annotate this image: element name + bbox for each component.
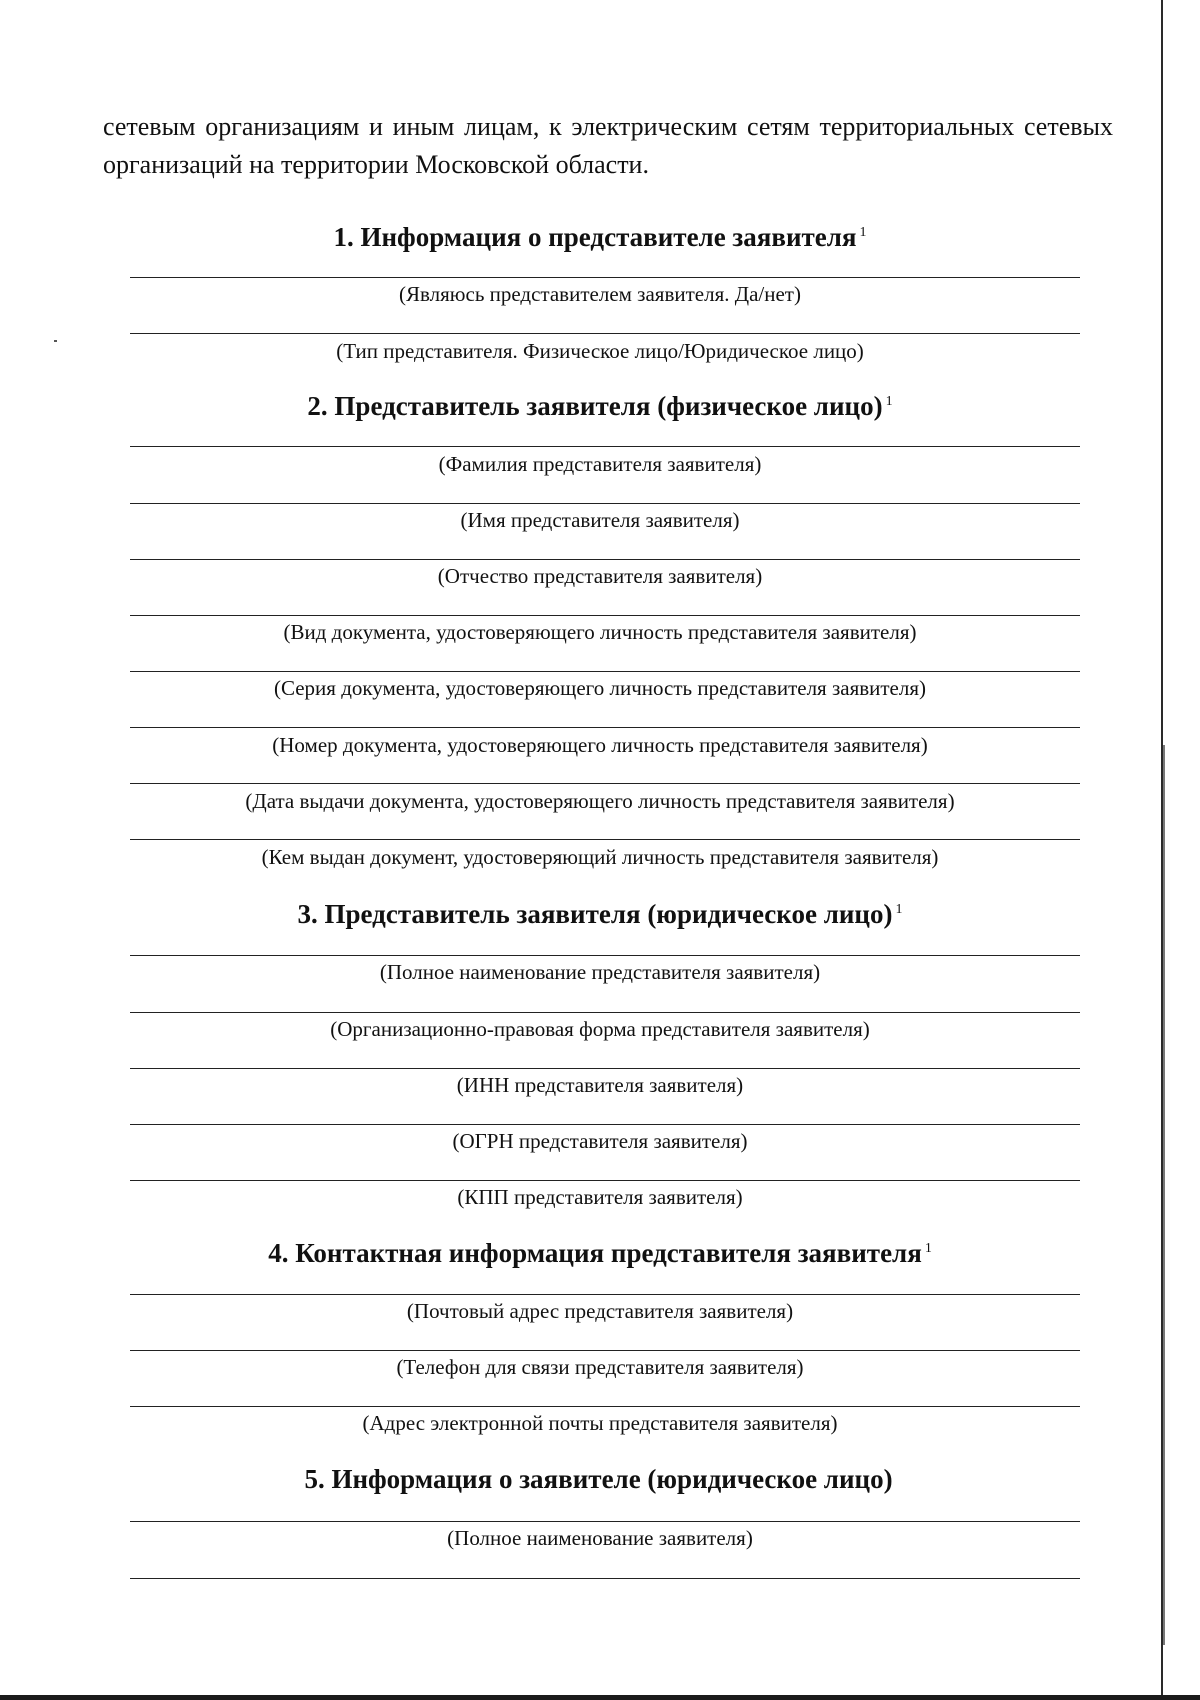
field-line	[130, 1012, 1080, 1013]
field-label-surname: (Фамилия представителя заявителя)	[438, 452, 762, 476]
field-line	[130, 1406, 1080, 1407]
field-label-inn: (ИНН представителя заявителя)	[456, 1073, 744, 1097]
section-1-title	[80, 221, 1120, 253]
field-line	[130, 446, 1080, 447]
scan-speck	[54, 340, 57, 342]
field-line	[130, 727, 1080, 728]
field-label-id-doc-issue-date: (Дата выдачи документа, удостоверяющего личность представителя заявителя)	[245, 789, 955, 813]
section-4-footnote-mark: 1	[924, 1241, 932, 1256]
field-line	[130, 671, 1080, 672]
intro-paragraph: сетевым организациям и иным лицам, к электрическим сетям территориальных сетевых организаций на территории Московской области.	[103, 112, 1113, 179]
field-label-email: (Адрес электронной почты представителя заявителя)	[362, 1411, 838, 1435]
field-label-postal-address: (Почтовый адрес представителя заявителя)	[406, 1299, 794, 1323]
field-line	[130, 1180, 1080, 1181]
field-label-phone: (Телефон для связи представителя заявителя)	[396, 1355, 804, 1379]
field-label-id-doc-issuer: (Кем выдан документ, удостоверяющий личность представителя заявителя)	[261, 845, 939, 869]
field-line	[130, 1294, 1080, 1295]
field-line	[130, 1124, 1080, 1125]
field-line	[130, 955, 1080, 956]
field-label-applicant-full-name: (Полное наименование заявителя)	[447, 1526, 753, 1550]
field-label-first-name: (Имя представителя заявителя)	[460, 508, 740, 532]
field-label-id-doc-type: (Вид документа, удостоверяющего личность представителя заявителя)	[283, 620, 917, 644]
field-line	[130, 277, 1080, 278]
field-line	[130, 1521, 1080, 1522]
field-line	[130, 333, 1080, 334]
field-line	[130, 503, 1080, 504]
scan-edge-right-shadow	[1163, 745, 1165, 1645]
section-4-title	[80, 1237, 1120, 1269]
section-5-title-text: 5. Информация о заявителе (юридическое лицо)	[304, 1464, 893, 1494]
field-label-kpp: (КПП представителя заявителя)	[457, 1185, 743, 1209]
section-2-footnote-mark: 1	[885, 394, 893, 409]
field-label-is-representative: (Являюсь представителем заявителя. Да/нет)	[399, 282, 801, 306]
section-5-title	[80, 1463, 1120, 1495]
field-label-ogrn: (ОГРН представителя заявителя)	[452, 1129, 748, 1153]
section-2-title-text: 2. Представитель заявителя (физическое лицо)	[307, 391, 883, 421]
field-line	[130, 839, 1080, 840]
section-4-title-text: 4. Контактная информация представителя заявителя	[268, 1238, 922, 1268]
field-line	[130, 615, 1080, 616]
section-1-title-text: 1. Информация о представителе заявителя	[333, 222, 857, 252]
section-2-title	[80, 390, 1120, 422]
field-line	[130, 1350, 1080, 1351]
field-label-full-name: (Полное наименование представителя заявителя)	[379, 960, 821, 984]
field-label-legal-form: (Организационно-правовая форма представителя заявителя)	[330, 1017, 870, 1041]
field-label-representative-type: (Тип представителя. Физическое лицо/Юридическое лицо)	[336, 339, 864, 363]
field-line	[130, 1578, 1080, 1579]
field-label-id-doc-series: (Серия документа, удостоверяющего личность представителя заявителя)	[273, 676, 927, 700]
section-3-title	[80, 898, 1120, 930]
scan-edge-bottom	[0, 1695, 1200, 1700]
field-line	[130, 1068, 1080, 1069]
section-3-title-text: 3. Представитель заявителя (юридическое лицо)	[297, 899, 893, 929]
field-label-id-doc-number: (Номер документа, удостоверяющего личность представителя заявителя)	[272, 733, 928, 757]
field-line	[130, 783, 1080, 784]
section-1-footnote-mark: 1	[859, 225, 867, 240]
section-3-footnote-mark: 1	[895, 902, 903, 917]
field-line	[130, 559, 1080, 560]
field-label-patronymic: (Отчество представителя заявителя)	[437, 564, 763, 588]
